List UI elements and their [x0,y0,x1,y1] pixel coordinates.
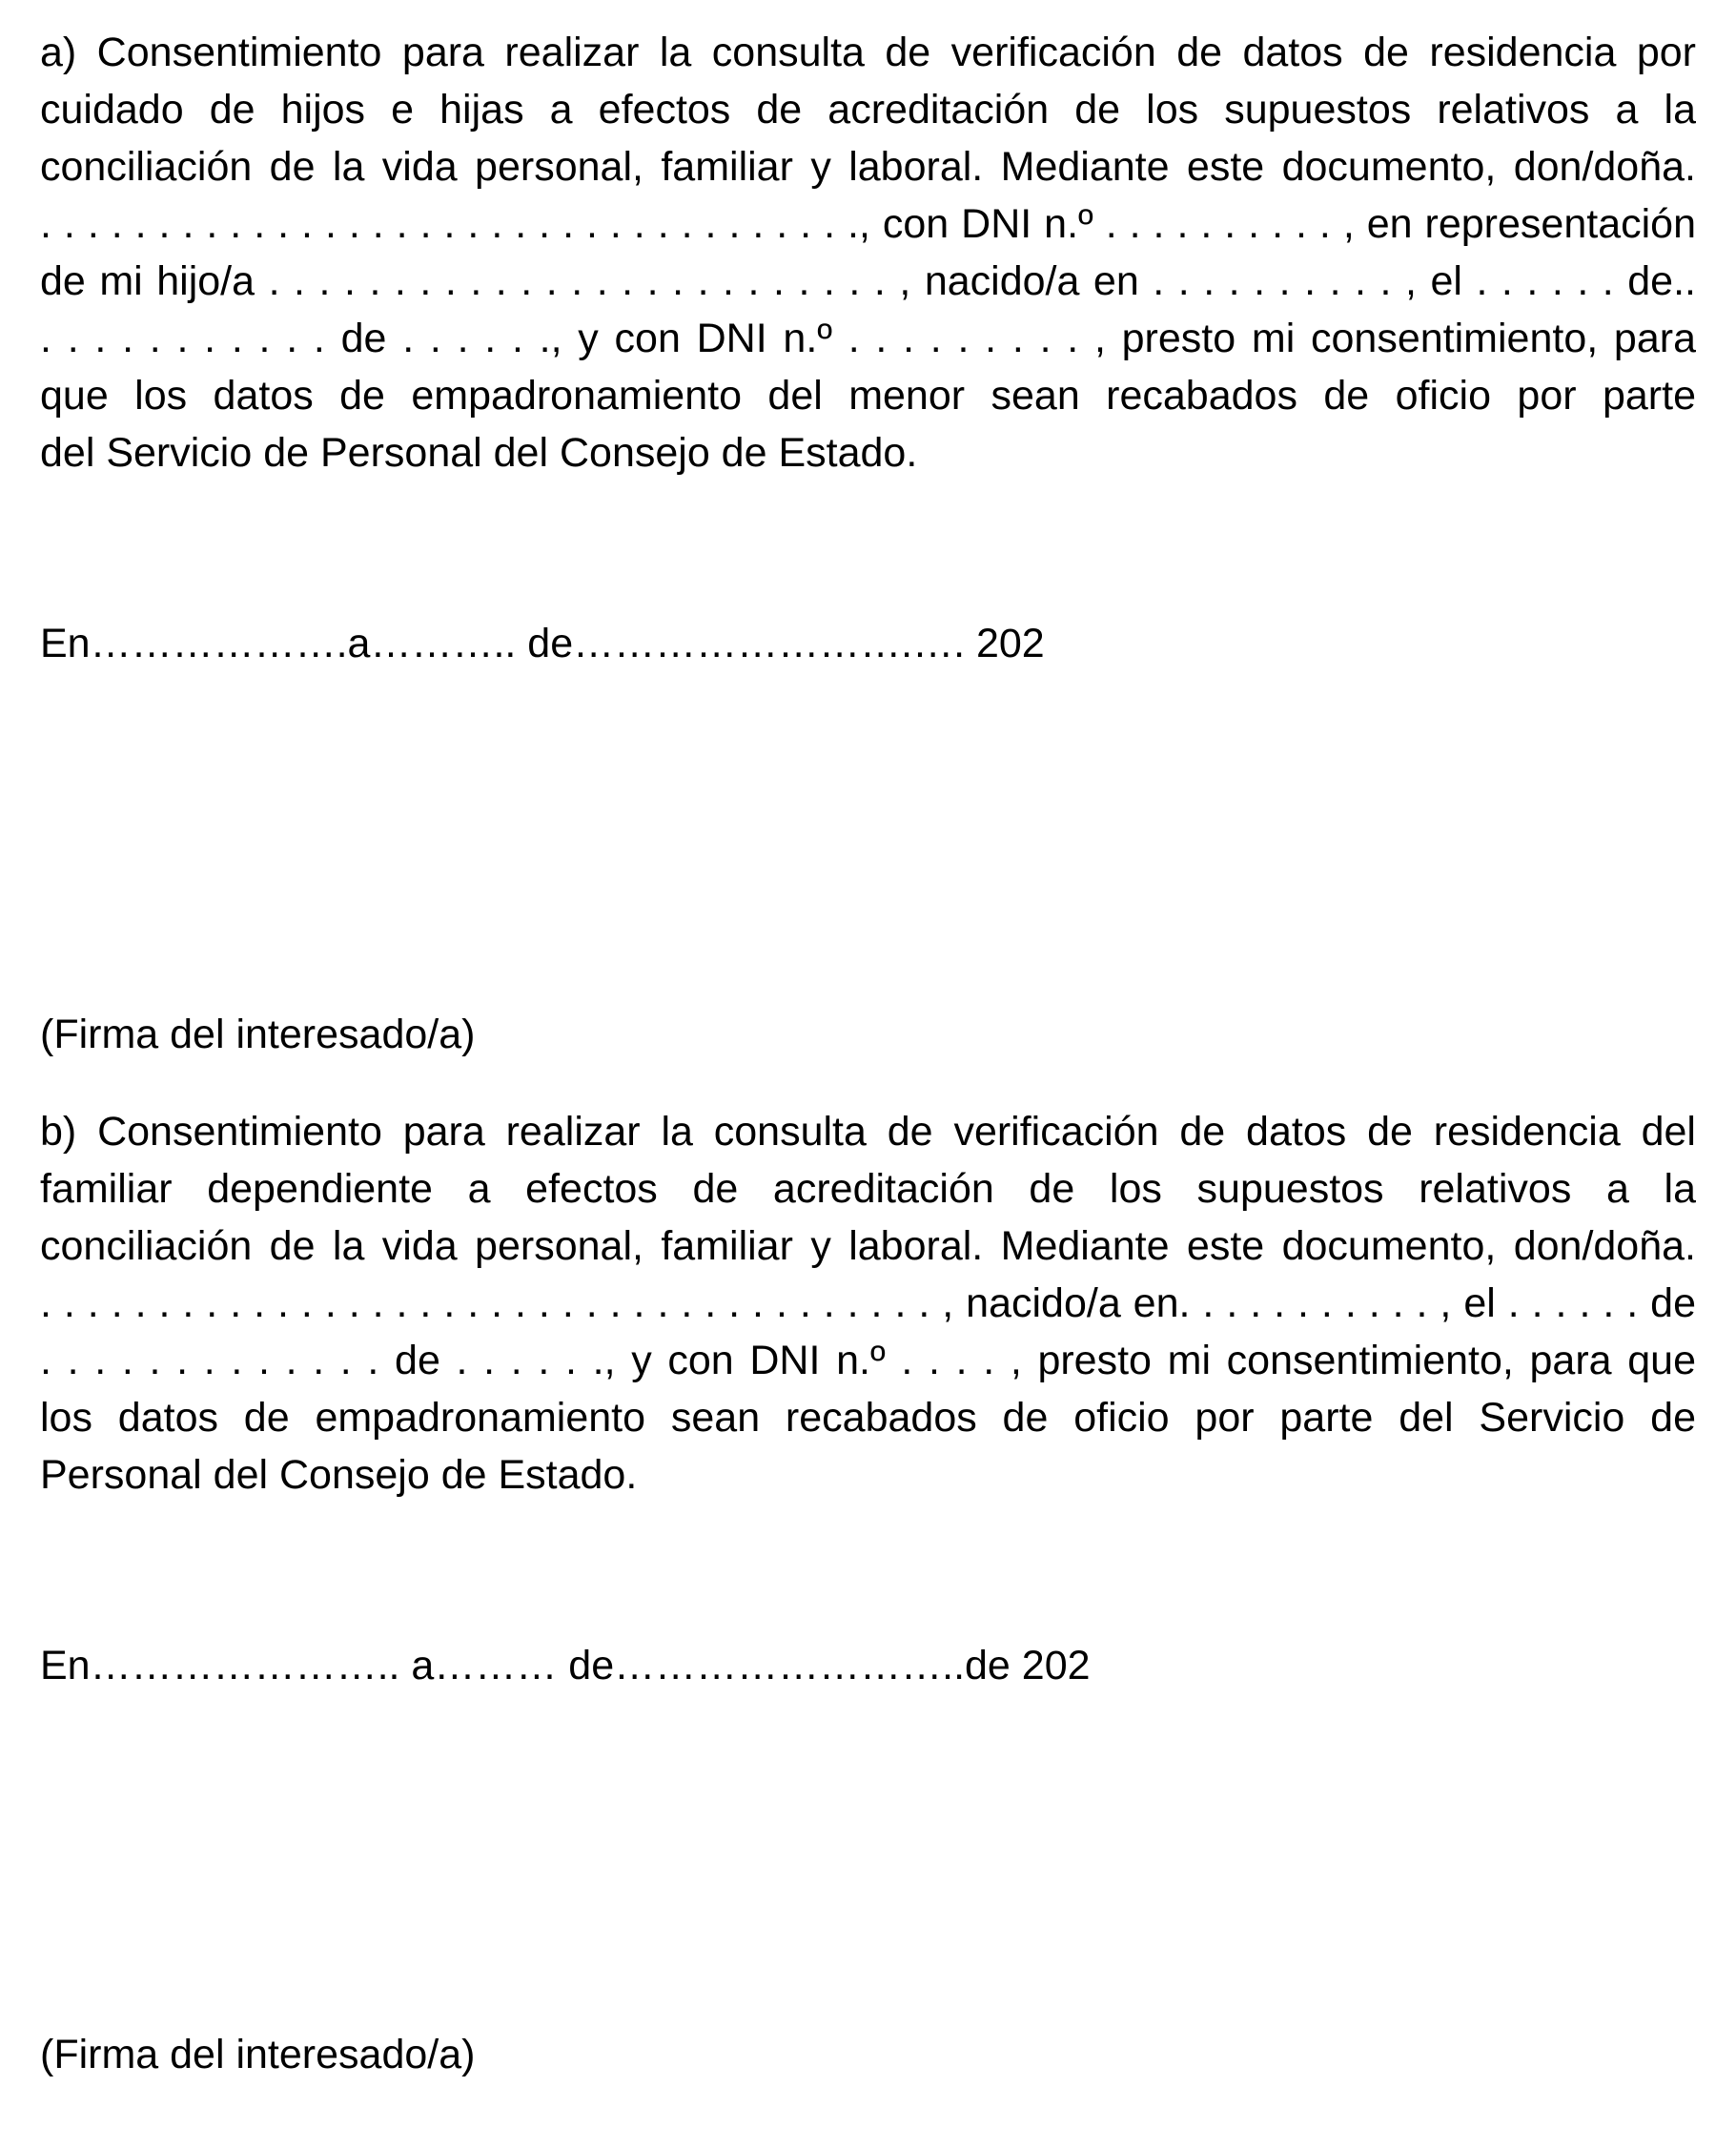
section-b-line-4: . . . . . . . . . . . . . . . . . . . . . . . . . . . . . . . . . . . . . . , nacido/a en. . . . . . . . . . . , el . . . . . . de [40,1280,1696,1326]
section-b-line-5: . . . . . . . . . . . . . de . . . . . ., y con DNI n.º . . . . , presto mi consentimiento, para que [40,1338,1696,1383]
section-a-line-4: . . . . . . . . . . . . . . . . . . . . . . . . . . . . . . . . . . ., con DNI n.º . . . . . . . . . . , en representación [40,201,1696,247]
section-a-line-3: conciliación de la vida personal, familiar y laboral. Mediante este documento, don/doña. [40,144,1696,190]
section-b-signature-label: (Firma del interesado/a) [40,2032,476,2077]
section-b-line-3: conciliación de la vida personal, familiar y laboral. Mediante este documento, don/doña. [40,1223,1696,1269]
section-b-line-6: los datos de empadronamiento sean recabados de oficio por parte del Servicio de [40,1395,1696,1441]
section-b-line-2: familiar dependiente a efectos de acreditación de los supuestos relativos a la [40,1166,1696,1212]
section-a-signature-label: (Firma del interesado/a) [40,1012,476,1057]
section-a-line-2: cuidado de hijos e hijas a efectos de acreditación de los supuestos relativos a la [40,87,1696,133]
section-b-line-1: b) Consentimiento para realizar la consulta de verificación de datos de residencia del [40,1109,1696,1155]
section-a-line-5: de mi hijo/a . . . . . . . . . . . . . . . . . . . . . . . . . , nacido/a en . . . . . . . . . . , el . . . . . . de.. [40,258,1696,304]
section-b-date-line: En………………….. a……… de……………………..de 202 [40,1643,1091,1688]
section-a-date-line: En……………….a……….. de…………………….…. 202 [40,621,1045,666]
section-a-line-1: a) Consentimiento para realizar la consulta de verificación de datos de residencia por [40,30,1696,75]
section-a-line-7: que los datos de empadronamiento del menor sean recabados de oficio por parte [40,373,1696,419]
section-a-line-8: del Servicio de Personal del Consejo de Estado. [40,430,918,476]
section-a-line-6: . . . . . . . . . . . de . . . . . ., y con DNI n.º . . . . . . . . . , presto mi consentimiento, para [40,316,1696,361]
section-b-line-7: Personal del Consejo de Estado. [40,1452,638,1498]
